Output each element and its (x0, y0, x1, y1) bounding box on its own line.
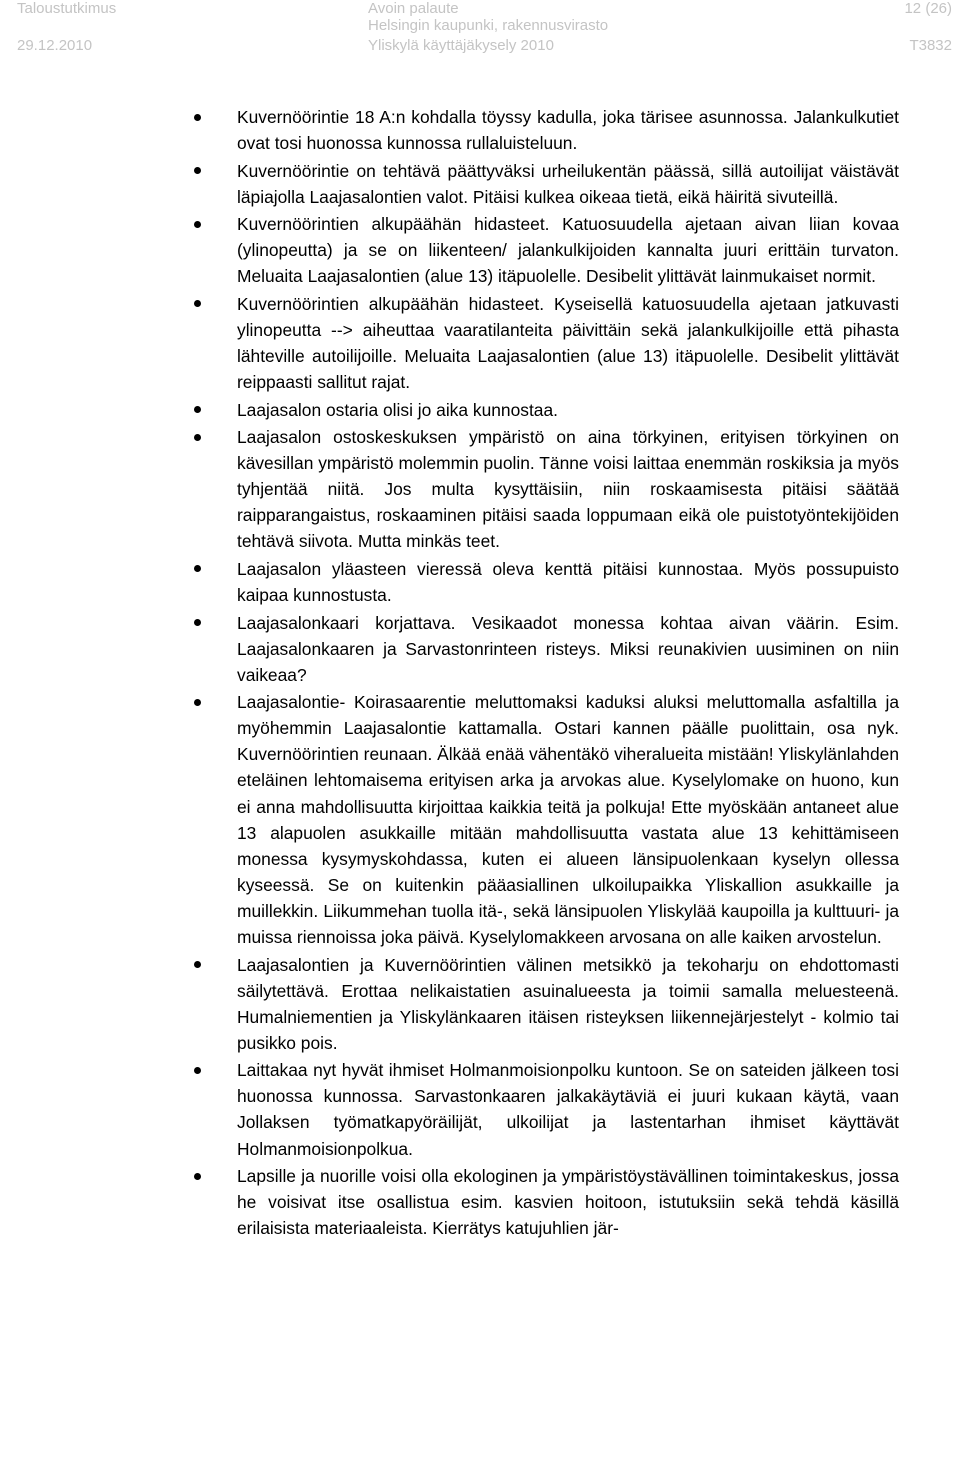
list-item: Kuvernöörintien alkupäähän hidasteet. Kyseisellä katuosuudella ajetaan jatkuvasti ylinopeutta --> aiheuttaa vaaratilanteita päivittäin sekä jalankulkijoille että pihasta lähteville autoilijoille. Meluaita Laajasalontien (alue 13) itäpuolelle. Desibelit ylittävät reippaasti sallitut rajat. (237, 291, 899, 395)
list-item: Kuvernöörintien alkupäähän hidasteet. Katuosuudella ajetaan aivan liian kovaa (ylinopeutta) ja se on liikenteen/ jalankulkijoiden kannalta juuri erittäin turvaton. Meluaita Laajasalontien (alue 13) itäpuolelle. Desibelit ylittävät lainmukaiset normit. (237, 211, 899, 289)
page-number: 12 (26) (904, 0, 952, 17)
section-title: Avoin palaute (368, 0, 459, 17)
report-date: 29.12.2010 (17, 37, 93, 54)
project-code: T3832 (909, 37, 952, 54)
list-item: Laittakaa nyt hyvät ihmiset Holmanmoisionpolku kuntoon. Se on sateiden jälkeen tosi huonossa kunnossa. Sarvastonkaaren jalkakäytäviä ei juuri kukaan käytä, vaan Jollaksen työmatkapyöräilijät, ulkoilijat ja lastentarhan ihmiset käyttävät Holmanmoisionpolkua. (237, 1057, 899, 1161)
list-item: Laajasalon yläasteen vieressä oleva kenttä pitäisi kunnostaa. Myös possupuisto kaipaa kunnostusta. (237, 556, 899, 608)
list-item: Laajasalontie- Koirasaarentie meluttomaksi kaduksi aluksi meluttomalla asfaltilla ja myöhemmin Laajasalontie kattamalla. Ostari kannen päälle puolittain, osa nyk. Kuvernöörintien reunaan. Älkää enää vähentäkö viheralueita mistään! Yliskylänlahden eteläinen lehtomaisema erityisen arka ja arvokas alue. Kyselylomake on huono, kun ei anna mahdollisuutta kirjoittaa kaikkia teitä ja polkuja! Ette myöskään antaneet alue 13 alapuolen asukkaille mitään mahdollisuutta vastata alue 13 kehittämiseen monessa kysymyskohdassa, kuten ei alueen länsipuolenkaan kyselyn ollessa kyseessä. Se on kuitenkin pääasiallinen ulkoilupaikka Yliskallion asukkaille ja muillekkin. Liikummehan tuolla itä-, sekä länsipuolen Yliskylää kaupoilla ja kulttuuri- ja muissa riennoissa joka päivä. Kyselylomakkeen arvosana on alle kaiken arvostelun. (237, 689, 899, 950)
company-name: Taloustutkimus (17, 0, 117, 17)
list-item: Laajasalonkaari korjattava. Vesikaadot monessa kohtaa aivan väärin. Esim. Laajasalonkaaren ja Sarvastonrinteen risteys. Miksi reunakivien uusiminen on niin vaikeaa? (237, 610, 899, 688)
list-item: Laajasalontien ja Kuvernöörintien välinen metsikkö ja tekoharju on ehdottomasti säilytettävä. Erottaa nelikaistatien asuinalueesta ja toimii samalla meluesteenä. Humalniementien ja Yliskylänkaaren itäisen risteyksen liikennejärjestelyt - kolmio tai pusikko pois. (237, 952, 899, 1056)
client-name: Helsingin kaupunki, rakennusvirasto (368, 17, 609, 34)
list-item: Lapsille ja nuorille voisi olla ekologinen ja ympäristöystävällinen toimintakeskus, jossa he voisivat itse osallistua esim. kasvien hoitoon, istutuksiin sekä tehdä käsillä erilaisista materiaaleista. Kierrätys katujuhlien jär- (237, 1163, 899, 1241)
list-item: Kuvernöörintie on tehtävä päättyväksi urheilukentän päässä, sillä autoilijat väistävät läpiajolla Laajasalontien valot. Pitäisi kulkea oikeaa tietä, eikä häiritä sivuteillä. (237, 158, 899, 210)
feedback-list (237, 104, 899, 1243)
list-item: Laajasalon ostoskeskuksen ympäristö on aina törkyinen, erityisen törkyinen on kävesillan ympäristö molemmin puolin. Tänne voisi laittaa enemmän roskiksia ja myös tyhjentää niitä. Jos multa kysyttäisiin, niin roskaamisesta pitäisi säätää raipparangaistus, roskaaminen pitäisi saada loppumaan eikä ole puistotyöntekijöiden tehtävä siivota. Mutta minkäs teet. (237, 424, 899, 554)
list-item: Laajasalon ostaria olisi jo aika kunnostaa. (237, 397, 899, 423)
list-item: Kuvernöörintie 18 A:n kohdalla töyssy kadulla, joka tärisee asunnossa. Jalankulkutiet ovat tosi huonossa kunnossa rullaluisteluun. (237, 104, 899, 156)
survey-title: Yliskylä käyttäjäkysely 2010 (368, 37, 554, 54)
